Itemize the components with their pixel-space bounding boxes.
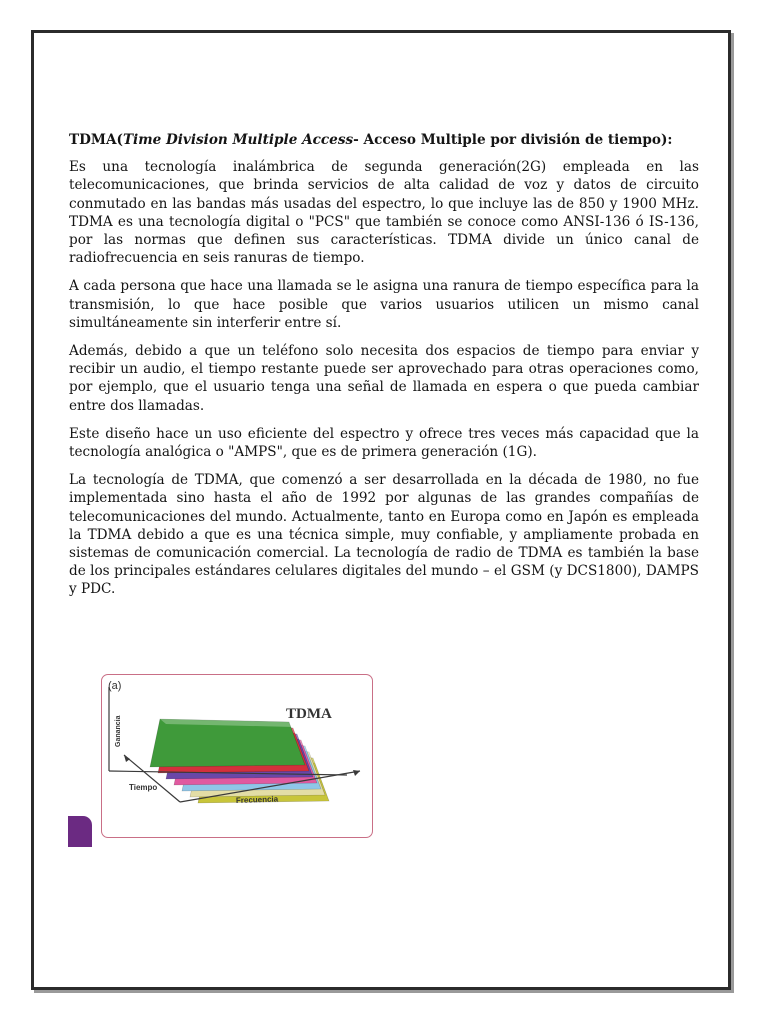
time-slots [150,719,329,803]
figure-title: TDMA [286,706,332,722]
frequency-arrow-icon [353,770,360,776]
heading-italic: Time Division Multiple Access [122,132,354,148]
paragraph-3: Además, debido a que un teléfono solo necesita dos espacios de tiempo para enviar y recibir un audio, el tiempo restante puede ser aprovechado para otras operaciones como, por ejemplo, que el usuario tenga una señal de llamada en espera o que pueda cambiar entre dos llamadas. [69,343,699,414]
paragraph-1: Es una tecnología inalámbrica de segunda generación(2G) empleada en las telecomunicaciones, que brinda servicios de alta calidad de voz y datos de circuito conmutado en las bandas más usadas del espectro, lo que incluye las de 850 y 1900 MHz. TDMA es una tecnología digital o "PCS" que también se conoce como ANSI-136 ó IS-136, por las normas que definen sus características. TDMA divide un único canal de radiofrecuencia en seis ranuras de tiempo. [69,159,699,267]
time-axis-label: Tiempo [129,783,158,792]
section-heading: TDMA(Time Division Multiple Access- Acceso Multiple por división de tiempo): [69,132,673,148]
frequency-axis-label: Frecuencia [235,794,279,805]
gain-axis-label: Ganancia [115,715,122,747]
paragraph-4: Este diseño hace un uso eficiente del espectro y ofrece tres veces más capacidad que la tecnología analógica o "AMPS", que es de primera generación (1G). [69,425,699,461]
tdma-figure [101,674,373,838]
paragraph-5: La tecnología de TDMA, que comenzó a ser desarrollada en la década de 1980, no fue implementada sino hasta el año de 1992 por algunas de las grandes compañías de telecomunicaciones del mundo. Actualmente, tanto en Europa como en Japón es empleada la TDMA debido a que es una técnica simple, muy confiable, y ampliamente probada en sistemas de comunicación comercial. La tecnología de radio de TDMA es también la base de los principales estándares celulares digitales del mundo – el GSM (y DCS1800), DAMPS y PDC. [69,472,699,598]
document-body [69,131,699,609]
panel-label: (a) [108,680,122,692]
purple-corner-tab [68,816,92,847]
tdma-diagram [102,675,374,839]
time-arrow-icon [124,755,130,762]
paragraph-2: A cada persona que hace una llamada se le asigna una ranura de tiempo específica para la transmisión, lo que hace posible que varios usuarios utilicen un mismo canal simultáneamente sin interferir entre sí. [69,278,699,331]
